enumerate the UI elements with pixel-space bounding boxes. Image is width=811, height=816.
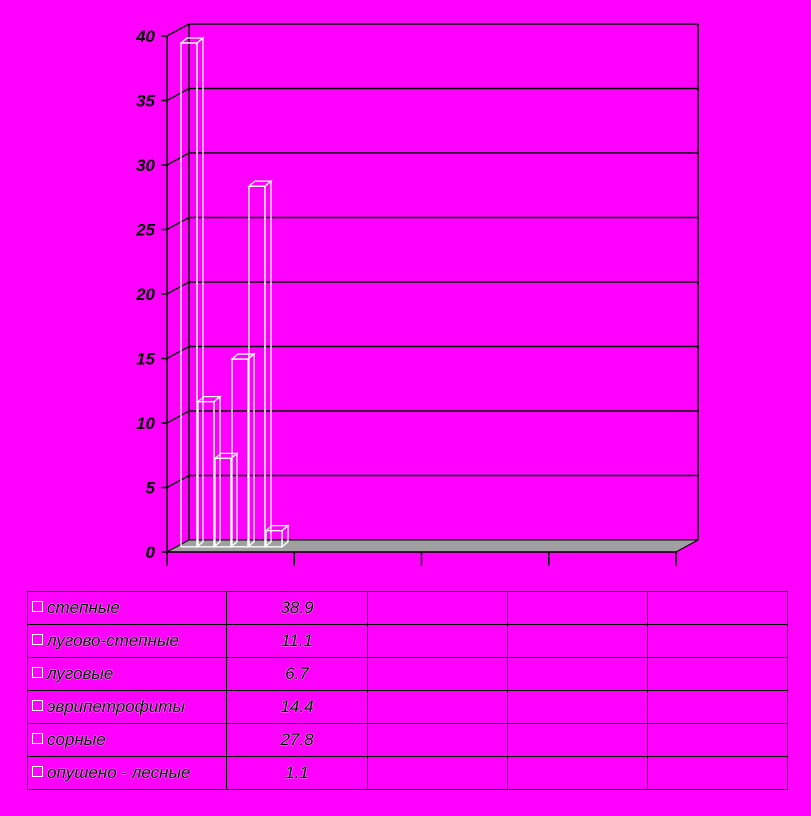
table-row [28,757,788,790]
empty-cell [648,691,788,724]
y-tick-label: 40 [136,27,155,46]
series-label-cell [28,691,227,724]
bar [198,397,220,547]
bar [215,453,237,546]
bar-front-face [198,402,214,547]
empty-cell [508,658,648,691]
value-cell: 38.9 [227,592,368,625]
bar-front-face [249,186,265,547]
value-cell: 14.4 [227,691,368,724]
gridline-diagonal [167,411,189,423]
empty-cell [368,625,508,658]
empty-cell [368,691,508,724]
y-axis-ticks [135,27,167,562]
series-label-cell [28,625,227,658]
gridline-diagonal [167,218,189,230]
series-label-cell [28,592,227,625]
bar-side-face [265,181,271,547]
empty-cell [508,757,648,790]
value-cell: 27.8 [227,724,368,757]
y-tick-label: 15 [136,349,155,369]
legend-key-icon [32,601,43,612]
y-tick-label: 5 [145,478,155,498]
legend-key-icon [32,700,43,711]
legend-key-icon [32,667,43,678]
empty-cell [368,592,508,625]
legend-key-icon [32,733,43,744]
series-label-cell [28,658,227,691]
table-row [28,691,788,724]
bar [249,181,271,547]
y-tick-label: 0 [145,543,155,562]
category-label: степные [47,598,120,617]
empty-cell [368,658,508,691]
data-table [27,591,788,790]
gridline-diagonal [167,347,189,359]
bar-front-face [215,458,231,546]
empty-cell [648,724,788,757]
y-tick-label: 35 [136,91,155,111]
value-cell: 11.1 [227,625,368,658]
empty-cell [508,691,648,724]
category-label: сорные [47,730,106,749]
table-row [28,724,788,757]
gridline-diagonal [167,153,189,165]
gridline-diagonal [167,476,189,488]
chart-floor [167,540,698,566]
y-tick-label: 25 [136,220,155,240]
chart-bars [181,38,288,547]
empty-cell [648,592,788,625]
table-row [28,592,788,625]
gridline-diagonal [167,24,189,36]
table-row [28,658,788,691]
y-tick-label: 20 [136,285,155,304]
value-cell: 6.7 [227,658,368,691]
table-row [28,625,788,658]
legend-key-icon [32,634,43,645]
chart-gridlines [167,24,698,552]
category-label: эврипетрофиты [47,697,185,716]
empty-cell [508,724,648,757]
gridline-diagonal [167,89,189,101]
bar [232,354,254,547]
bar [181,38,203,547]
legend-key-icon [32,766,43,777]
series-label-cell [28,757,227,790]
category-label: лугово-степные [47,631,179,650]
value-cell: 1.1 [227,757,368,790]
empty-cell [368,724,508,757]
category-label: луговые [47,664,114,683]
gridline-diagonal [167,282,189,294]
empty-cell [508,592,648,625]
y-tick-label: 10 [136,414,155,433]
empty-cell [508,625,648,658]
chart-floor-plane [167,540,698,552]
y-tick-label: 30 [136,156,155,175]
category-label: опушено - лесные [47,763,191,782]
series-label-cell [28,724,227,757]
empty-cell [648,757,788,790]
empty-cell [368,757,508,790]
empty-cell [648,658,788,691]
empty-cell [648,625,788,658]
